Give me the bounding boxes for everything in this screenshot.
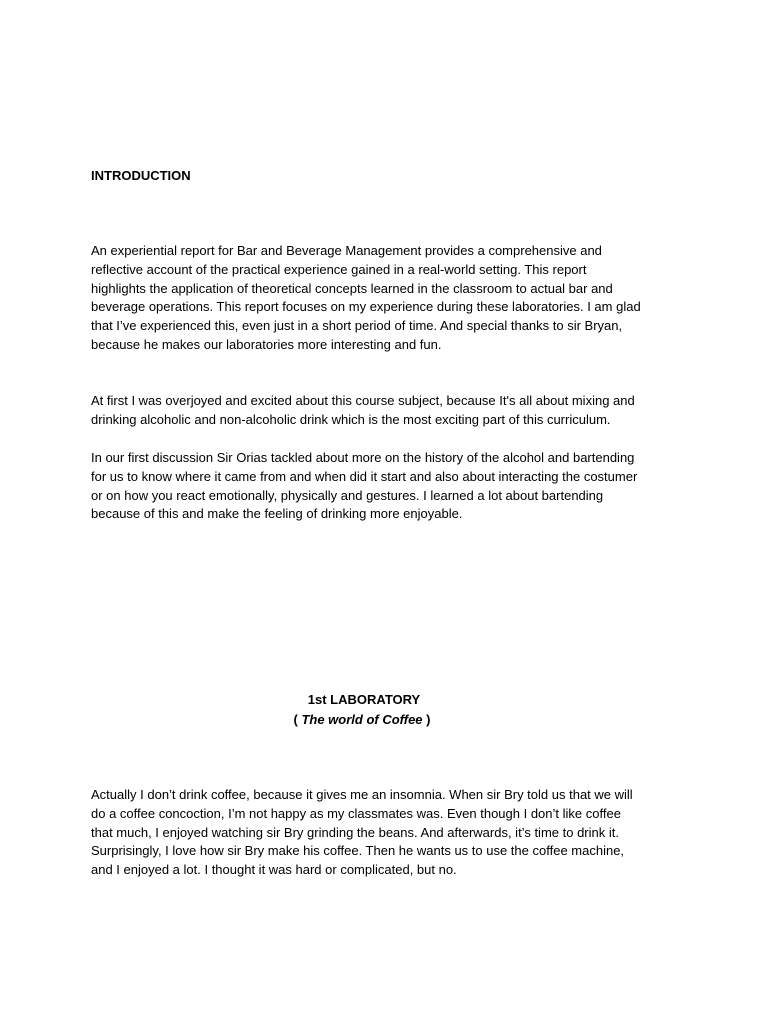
lab-title: 1st LABORATORY <box>307 692 421 707</box>
lab-subtitle-close: ) <box>422 712 431 727</box>
intro-paragraph-1: An experiential report for Bar and Beverage Management provides a comprehensive and reflective account of the practical experience gained in a real-world setting. This report highlights the application of theoretical concepts learned in the classroom to actual bar and beverage operations. This report focuses on my experience during these laboratories. I am glad that I’ve experienced this, even just in a short period of time. And special thanks to sir Bryan, because he makes our laboratories more interesting and fun. <box>91 243 641 352</box>
lab-paragraph-1: Actually I don’t drink coffee, because it gives me an insomnia. When sir Bry told us that we will do a coffee concoction, I’m not happy as my classmates was. Even though I don’t like coffee that much, I enjoyed watching sir Bry grinding the beans. And afterwards, it’s time to drink it. Surprisingly, I love how sir Bry make his coffee. Then he wants us to use the coffee machine, and I enjoyed a lot. I thought it was hard or complicated, but no. <box>91 787 633 878</box>
intro-paragraph-2: At first I was overjoyed and excited about this course subject, because It's all about mixing and drinking alcoholic and non-alcoholic drink which is the most exciting part of this curriculum. <box>91 393 635 427</box>
intro-paragraph-3: In our first discussion Sir Orias tackled about more on the history of the alcohol and bartending for us to know where it came from and when did it start and also about interacting the costumer or on how you react emotionally, physically and gestures. I learned a lot about bartending because of this and make the feeling of drinking more enjoyable. <box>91 450 638 522</box>
section-heading-introduction: INTRODUCTION <box>91 168 191 183</box>
lab-subtitle-text: The world of Coffee <box>301 712 423 727</box>
lab-subtitle <box>0 712 724 727</box>
lab-subtitle-open: ( <box>293 712 302 727</box>
